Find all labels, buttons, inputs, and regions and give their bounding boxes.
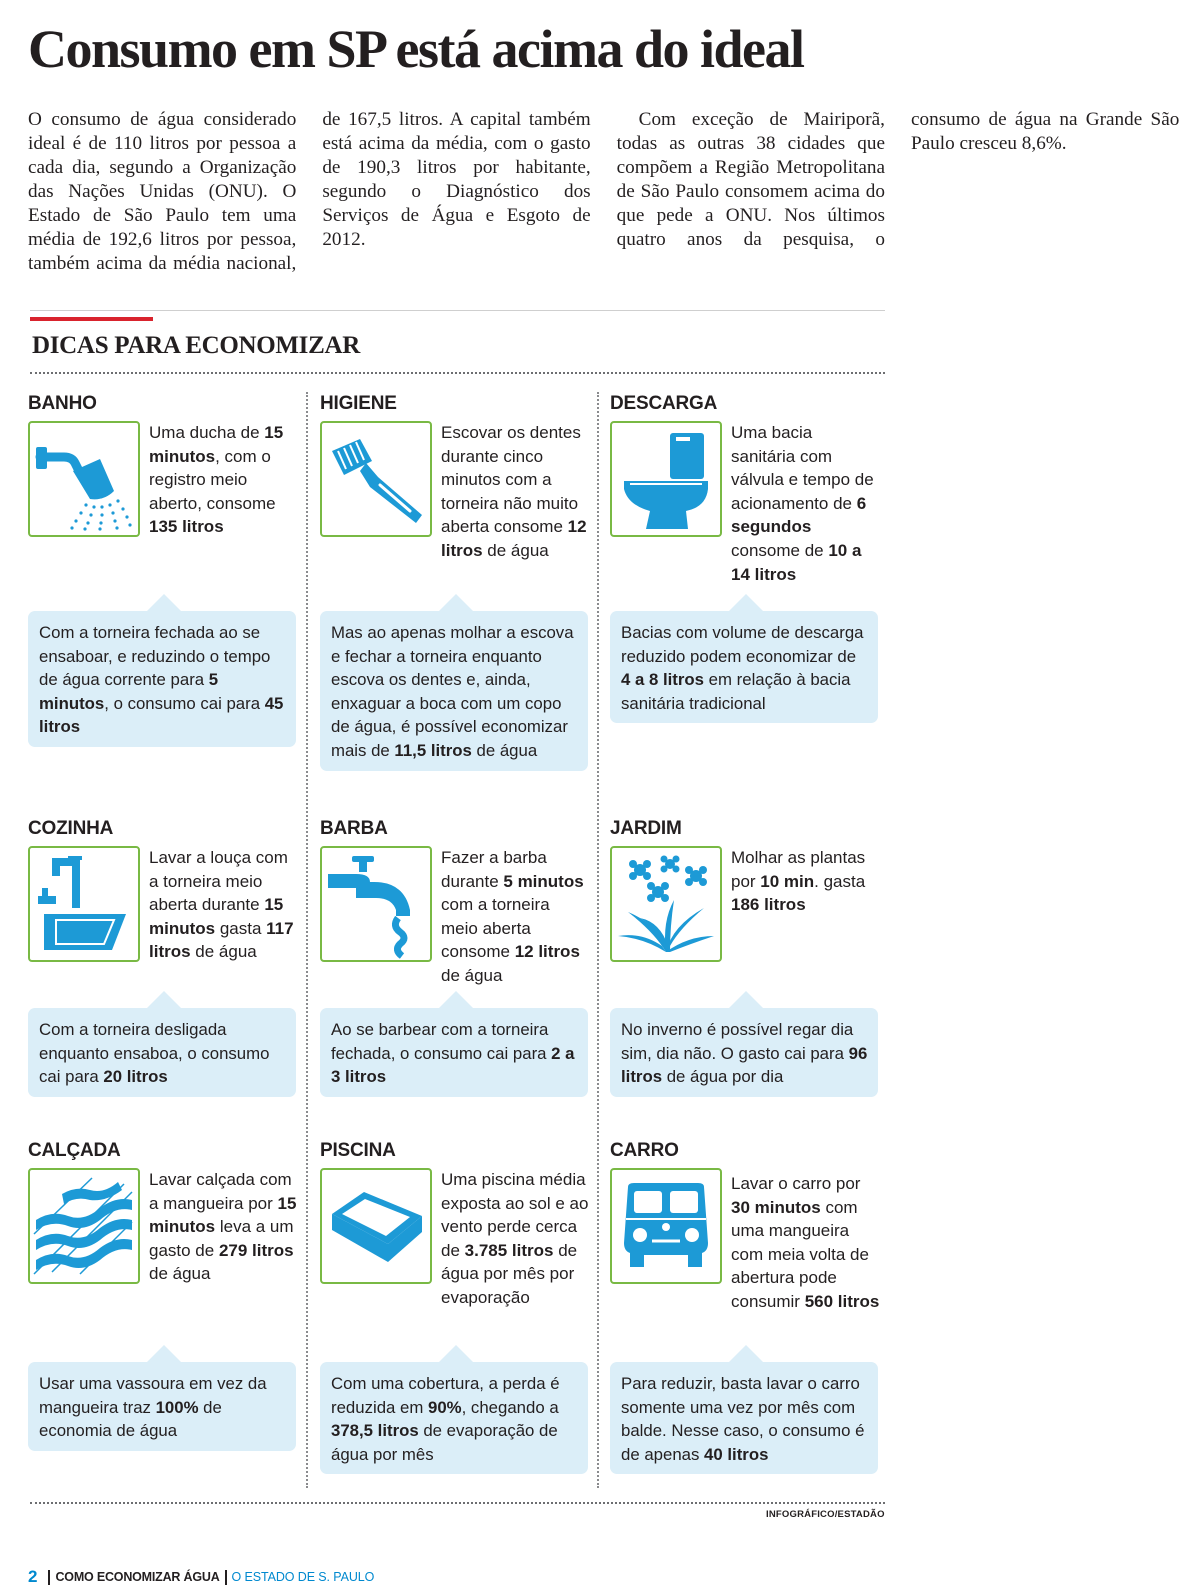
tip-icon-box <box>28 1168 140 1284</box>
body-text: consome de <box>731 540 829 560</box>
tip-callout <box>610 1008 878 1097</box>
emphasis-text: 30 minutos <box>731 1197 821 1217</box>
tip-fact <box>441 421 591 563</box>
plants-icon <box>614 852 718 956</box>
emphasis-text: 10 a 14 litros <box>731 540 862 584</box>
van-icon <box>616 1181 716 1271</box>
tip-title: PISCINA <box>320 1140 396 1161</box>
tip-fact <box>149 846 299 964</box>
shower-icon <box>34 427 134 531</box>
tip-fact <box>441 1168 591 1310</box>
emphasis-text: 96 litros <box>621 1043 868 1087</box>
tip-title: COZINHA <box>28 818 114 839</box>
emphasis-text: 378,5 litros <box>331 1421 419 1441</box>
body-text: Com a torneira desligada enquanto ensaboa, o consumo cai para <box>39 1020 270 1087</box>
body-text: leva a um gasto de <box>149 1217 294 1260</box>
body-text: com uma mangueira com meia volta de abertura pode consumir <box>731 1197 869 1311</box>
footer-separator <box>225 1570 227 1585</box>
body-text: No inverno é possível regar dia sim, dia não. O gasto cai para <box>621 1020 854 1063</box>
tip-fact <box>731 421 881 586</box>
tip-icon-box <box>320 846 432 962</box>
body-text: de água <box>441 965 503 985</box>
emphasis-text: 90% <box>428 1397 462 1417</box>
emphasis-text: 40 litros <box>704 1444 769 1464</box>
emphasis-text: 45 litros <box>39 693 284 737</box>
emphasis-text: 560 litros <box>804 1291 880 1311</box>
tip-title: DESCARGA <box>610 393 718 414</box>
section-accent-bar <box>30 317 153 321</box>
emphasis-text: 12 litros <box>441 517 587 560</box>
body-text: , chegando a <box>461 1397 559 1417</box>
intro-paragraph: O consumo de água considerado ideal é de 110 litros por pessoa a cada dia, segundo a Organização das Nações Unidas (ONU). O Estado de São Paulo tem uma média de 192,6 litros por pessoa, também acima da média nacional, de 167,5 litros. A capital também está acima da média, com o gasto de 190,3 litros por habitante, segundo o Diagnóstico dos Serviços de Água e Esgoto de 2012. <box>28 109 591 274</box>
emphasis-text: 3.785 litros <box>464 1240 554 1260</box>
body-text: em relação à bacia sanitária tradicional <box>621 670 851 713</box>
tip-callout <box>28 1362 296 1451</box>
tip-title: BANHO <box>28 393 97 414</box>
tip-title: CALÇADA <box>28 1140 121 1161</box>
tip-callout <box>320 1362 588 1474</box>
toilet-icon <box>616 427 716 531</box>
tip-icon-box <box>28 846 140 962</box>
body-text: de água por mês por evaporação <box>441 1240 578 1307</box>
body-text: de água <box>190 942 257 962</box>
body-text: Com uma cobertura, a perda é reduzida em <box>331 1374 560 1417</box>
emphasis-text: 5 minutos <box>39 670 219 713</box>
emphasis-text: 15 minutos <box>149 1193 297 1237</box>
section-title: DICAS PARA ECONOMIZAR <box>32 332 360 359</box>
body-text: de água <box>149 1264 211 1284</box>
emphasis-text: 12 litros <box>514 942 580 962</box>
tip-callout <box>610 611 878 723</box>
footer-section: COMO ECONOMIZAR ÁGUA <box>55 1570 220 1584</box>
tip-callout <box>320 1008 588 1097</box>
body-text: Uma piscina média exposta ao sol e ao vento perde cerca de <box>441 1170 589 1260</box>
body-text: , com o registro meio aberto, consome <box>149 446 276 513</box>
headline: Consumo em SP está acima do ideal <box>28 19 804 79</box>
section-divider <box>30 372 885 374</box>
emphasis-text: 15 minutos <box>149 895 284 938</box>
tip-fact <box>149 421 299 539</box>
bottom-divider <box>30 1502 885 1504</box>
body-text: Mas ao apenas molhar a escova e fechar a torneira enquanto escova os dentes e, ainda, enxaguar a boca com um copo de água, é possível economizar mais de <box>331 623 574 760</box>
body-text: . gasta <box>814 871 866 891</box>
tip-callout <box>28 1008 296 1097</box>
tip-icon-box <box>28 421 140 537</box>
body-text: gasta <box>215 918 267 938</box>
kitchen-sink-icon <box>34 852 134 956</box>
body-text: de água <box>471 740 538 760</box>
emphasis-text: 5 minutos <box>503 871 584 891</box>
infographic-credit: INFOGRÁFICO/ESTADÃO <box>766 1509 885 1520</box>
body-text: Usar uma vassoura em vez da mangueira traz <box>39 1374 267 1417</box>
emphasis-text: 11,5 litros <box>394 740 472 760</box>
pool-icon <box>324 1186 428 1266</box>
tip-icon-box <box>320 1168 432 1284</box>
tip-fact <box>731 1172 881 1314</box>
emphasis-text: 117 litros <box>149 918 294 962</box>
tip-fact <box>441 846 591 988</box>
emphasis-text: 6 segundos <box>731 493 867 537</box>
body-text: Uma bacia sanitária com válvula e tempo de acionamento de <box>731 423 874 513</box>
body-text: , o consumo cai para <box>104 693 265 713</box>
body-text: Para reduzir, basta lavar o carro somente uma vez por mês com balde. Nesse caso, o consumo é de apenas <box>621 1374 865 1464</box>
tip-icon-box <box>610 421 722 537</box>
column-divider <box>597 392 599 1488</box>
emphasis-text: 15 minutos <box>149 423 284 466</box>
emphasis-text: 4 a 8 litros <box>621 670 705 690</box>
body-text: de evaporação de água por mês <box>331 1421 558 1464</box>
tip-icon-box <box>610 1168 722 1284</box>
emphasis-text: 100% <box>155 1397 199 1417</box>
footer-separator <box>48 1570 50 1585</box>
body-text: Bacias com volume de descarga reduzido podem economizar de <box>621 623 864 666</box>
body-text: Com a torneira fechada ao se ensaboar, e reduzindo o tempo de água corrente para <box>39 623 271 690</box>
tip-callout <box>320 611 588 771</box>
emphasis-text: 186 litros <box>731 895 806 915</box>
body-text: Uma ducha de <box>149 423 265 442</box>
body-text: de economia de água <box>39 1397 222 1441</box>
body-text: Lavar calçada com a mangueira por <box>149 1170 292 1213</box>
body-text: com a torneira meio aberta consome <box>441 895 550 962</box>
footer-newspaper: O ESTADO DE S. PAULO <box>231 1570 375 1584</box>
emphasis-text: 20 litros <box>103 1067 168 1087</box>
body-text: de água por dia <box>662 1067 784 1087</box>
tip-icon-box <box>610 846 722 962</box>
body-text: de água <box>482 540 549 560</box>
page-number: 2 <box>28 1567 38 1586</box>
page-footer <box>28 1567 374 1587</box>
faucet-icon <box>326 852 426 956</box>
body-text: Molhar as plantas por <box>731 848 866 891</box>
tip-title: CARRO <box>610 1140 679 1161</box>
top-rule <box>30 310 885 311</box>
tip-title: BARBA <box>320 818 388 839</box>
body-text: Escovar os dentes durante cinco minutos com a torneira não muito aberta consome <box>441 423 581 537</box>
body-text: Lavar a louça com a torneira meio aberta durante <box>149 848 288 915</box>
emphasis-text: 2 a 3 litros <box>331 1043 575 1087</box>
tip-callout <box>28 611 296 747</box>
column-divider <box>306 392 308 1488</box>
toothbrush-icon <box>326 429 426 529</box>
tip-callout <box>610 1362 878 1474</box>
emphasis-text: 10 min <box>760 871 815 891</box>
tip-title: HIGIENE <box>320 393 397 414</box>
body-text: Ao se barbear com a torneira fechada, o consumo cai para <box>331 1020 552 1063</box>
tip-fact <box>149 1168 299 1286</box>
intro-paragraph: Com exceção de Mairiporã, todas as outras 38 cidades que compõem a Região Metropolitana de São Paulo consomem acima do que pede a ONU. Nos últimos quatro anos da pesquisa, o consumo de água na Grande São Paulo cresceu 8,6%. <box>616 109 1179 250</box>
tip-icon-box <box>320 421 432 537</box>
emphasis-text: 279 litros <box>218 1240 294 1260</box>
tip-fact <box>731 846 881 917</box>
sidewalk-icon <box>32 1174 136 1278</box>
body-text: Lavar o carro por <box>731 1174 861 1193</box>
intro-text <box>28 108 1179 288</box>
tip-title: JARDIM <box>610 818 682 839</box>
body-text: Fazer a barba durante <box>441 848 547 891</box>
emphasis-text: 135 litros <box>149 517 224 537</box>
